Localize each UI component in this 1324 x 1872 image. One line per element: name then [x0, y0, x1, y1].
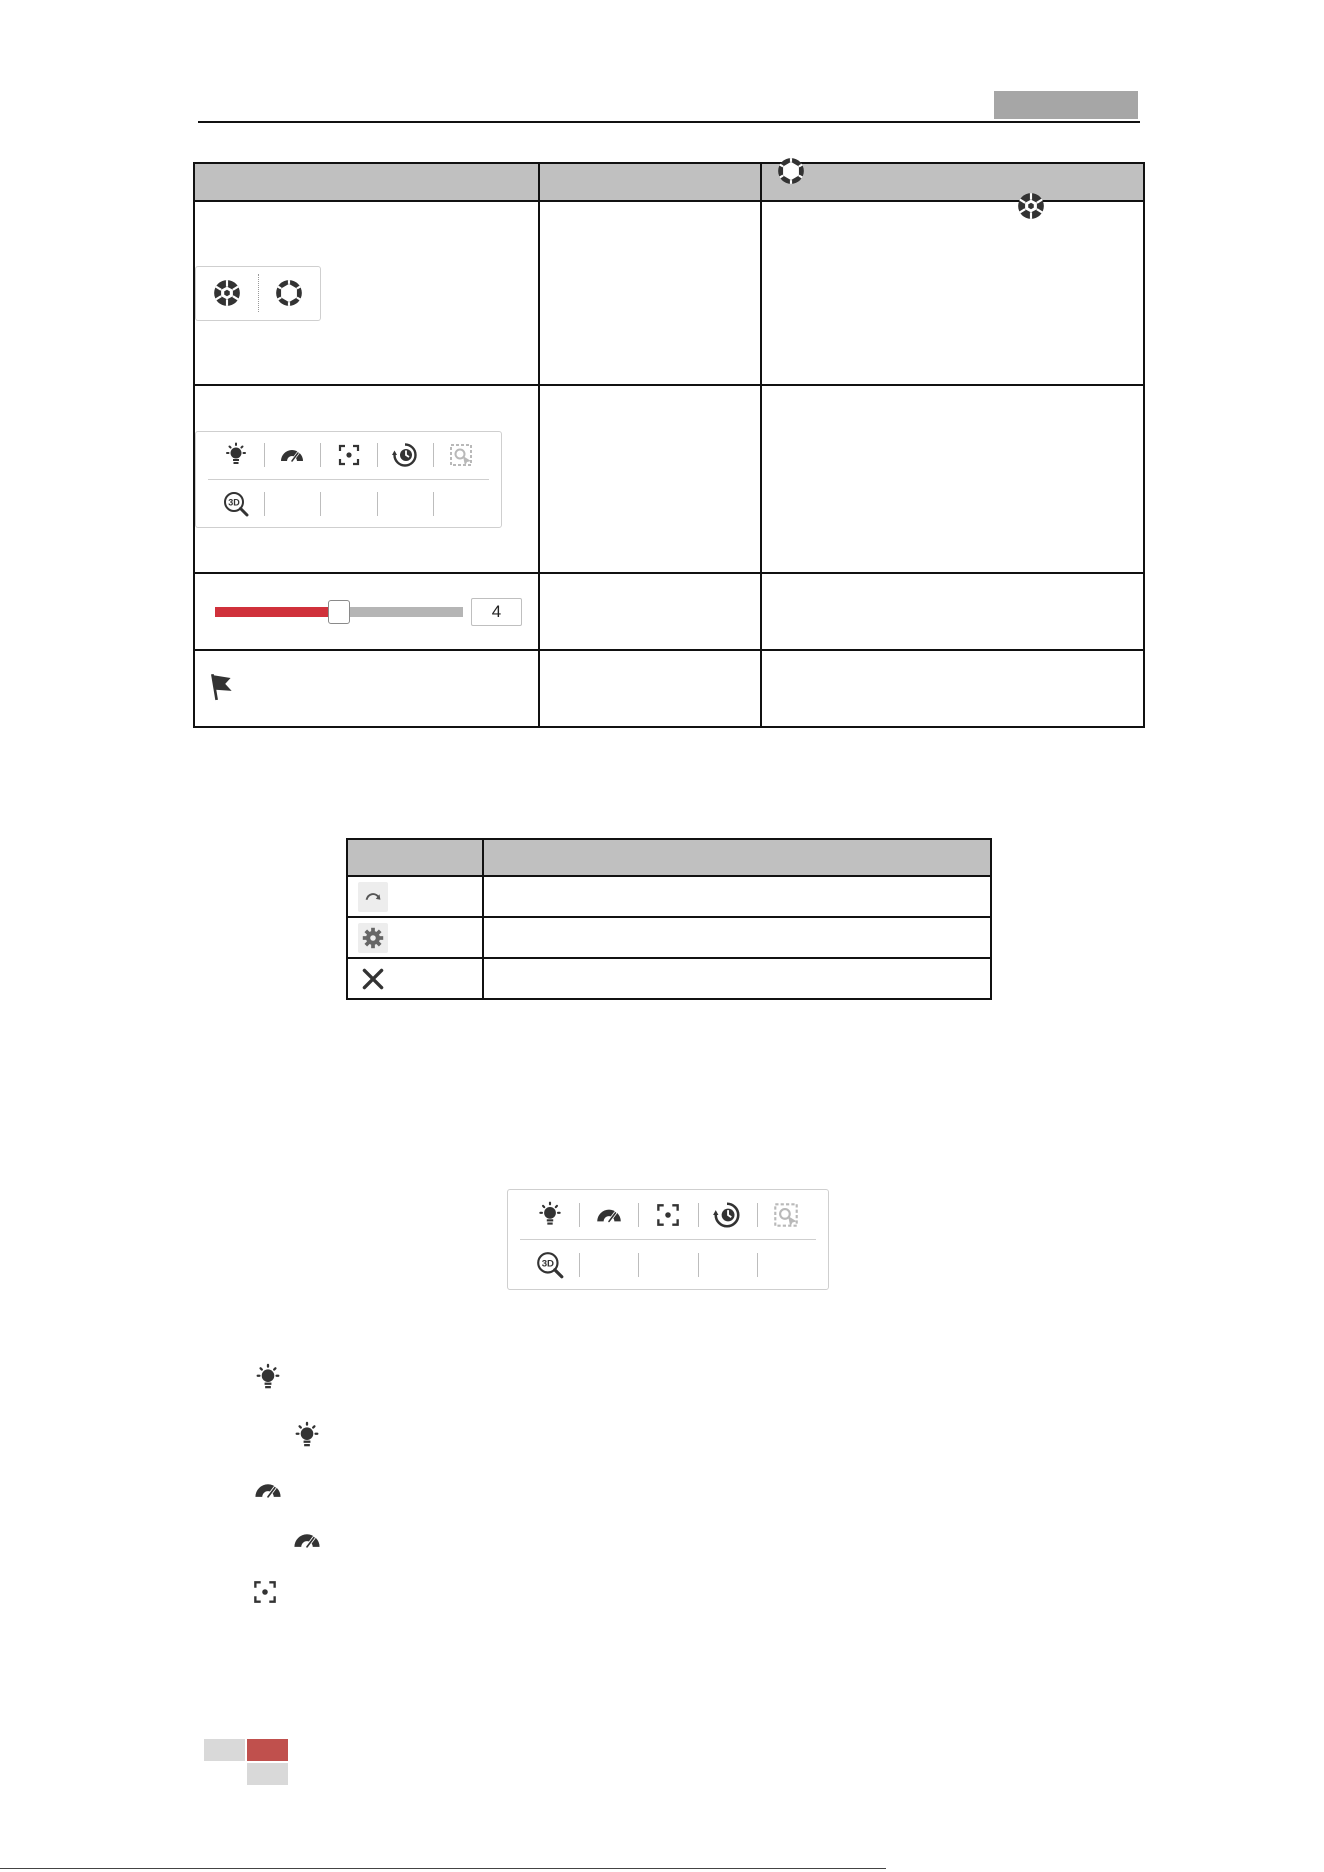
column-header [483, 839, 991, 876]
manual-tracking-icon [771, 1200, 801, 1230]
table-row [194, 650, 1144, 727]
slider-thumb[interactable] [328, 600, 350, 624]
gear-icon[interactable] [360, 925, 386, 951]
zoom-3d-icon [222, 490, 250, 518]
table-header-row [347, 839, 991, 876]
light-icon [291, 1420, 323, 1452]
slider-fill [215, 607, 339, 617]
auxiliary-focus-icon [335, 441, 363, 469]
speed-value-field[interactable]: 4 [471, 598, 522, 626]
lens-initialization-icon [391, 441, 419, 469]
light-icon [252, 1362, 284, 1394]
manual-tracking-button[interactable] [433, 441, 489, 469]
column-header [539, 163, 761, 201]
column-header [761, 163, 1144, 201]
ptz-function-table [193, 162, 1145, 728]
footer-rule [0, 1868, 886, 1869]
manual-tracking-icon [447, 441, 475, 469]
zoom-3d-icon [535, 1250, 565, 1280]
light-icon [535, 1200, 565, 1230]
wiper-button[interactable] [579, 1200, 638, 1230]
auxiliary-focus-icon [250, 1577, 280, 1607]
auxiliary-focus-button[interactable] [320, 441, 376, 469]
header-tag [994, 91, 1138, 119]
header-rule [198, 121, 1140, 123]
slider-track[interactable] [215, 607, 463, 617]
table-row [194, 385, 1144, 573]
zoom-3d-button[interactable] [520, 1250, 579, 1280]
zoom-3d-button[interactable] [208, 490, 264, 518]
iris-open-button[interactable] [259, 267, 321, 320]
flag-icon[interactable] [207, 671, 237, 701]
iris-close-icon [1016, 191, 1046, 221]
iris-close-button[interactable] [196, 267, 258, 320]
auxiliary-focus-icon [653, 1200, 683, 1230]
column-header [194, 163, 539, 201]
table-header-row [194, 163, 1144, 201]
close-icon[interactable] [358, 964, 388, 994]
light-icon [222, 441, 250, 469]
wiper-icon [594, 1200, 624, 1230]
lens-initialization-button[interactable] [698, 1200, 757, 1230]
table-row [194, 573, 1144, 650]
iris-open-icon [776, 156, 806, 186]
iris-open-icon [274, 278, 304, 308]
redo-arrow-icon[interactable] [360, 884, 386, 910]
ptz-toolbar-panel-large [507, 1189, 829, 1290]
wiper-icon [291, 1524, 323, 1556]
column-header [347, 839, 483, 876]
iris-close-icon [212, 278, 242, 308]
footer-block [204, 1739, 245, 1761]
lens-initialization-icon [712, 1200, 742, 1230]
table-row [347, 876, 991, 917]
footer-block [247, 1763, 288, 1785]
wiper-icon [252, 1474, 284, 1506]
auxiliary-focus-button[interactable] [638, 1200, 697, 1230]
iris-control [195, 266, 321, 321]
ptz-toolbar-panel [195, 431, 502, 528]
table-row [194, 201, 1144, 385]
icon-description-table [346, 838, 992, 1000]
ptz-speed-slider [195, 598, 538, 626]
table-row [347, 917, 991, 958]
lens-initialization-button[interactable] [377, 441, 433, 469]
table-row [347, 958, 991, 999]
light-button[interactable] [520, 1200, 579, 1230]
manual-tracking-button[interactable] [757, 1200, 816, 1230]
footer-accent-block [247, 1739, 288, 1761]
wiper-button[interactable] [264, 441, 320, 469]
wiper-icon [278, 441, 306, 469]
light-button[interactable] [208, 441, 264, 469]
